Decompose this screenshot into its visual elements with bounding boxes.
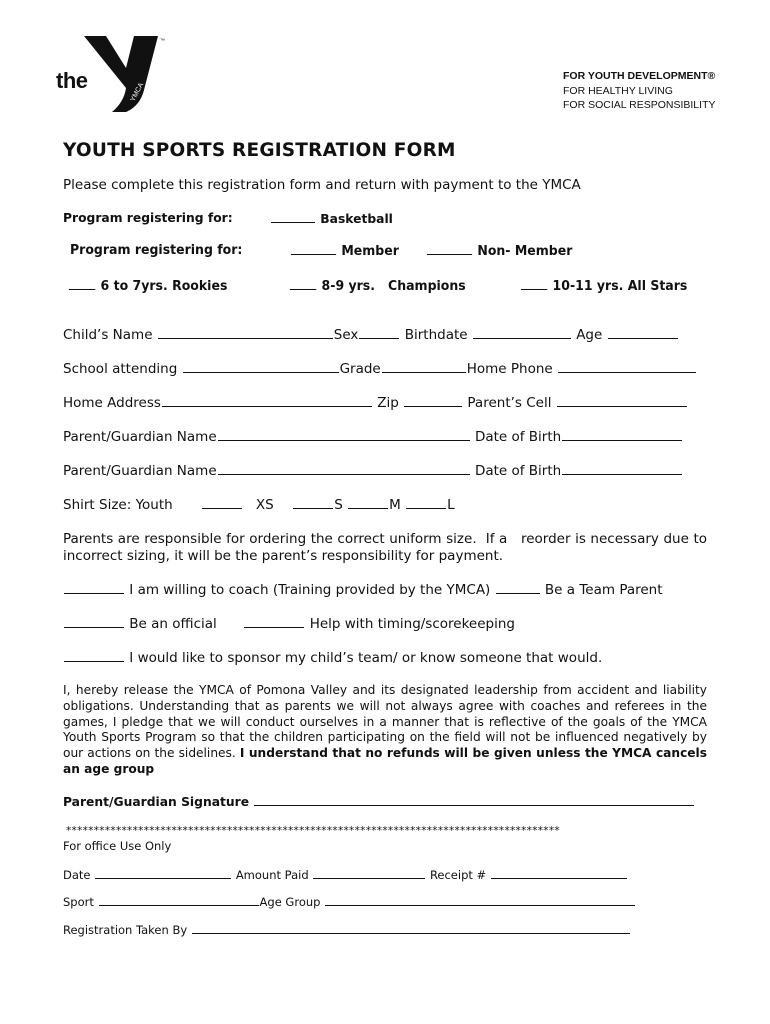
- receipt-field[interactable]: [491, 867, 627, 879]
- guardian-name-2-label: Parent/Guardian Name: [63, 463, 217, 479]
- home-phone-field[interactable]: [558, 361, 696, 373]
- school-field[interactable]: [183, 361, 339, 373]
- child-name-field[interactable]: [158, 327, 333, 339]
- home-address-field[interactable]: [162, 395, 372, 407]
- coach-blank[interactable]: [64, 582, 124, 594]
- guardian-name-1-field[interactable]: [218, 429, 470, 441]
- shirt-xs-label: XS: [255, 497, 274, 513]
- form-title: YOUTH SPORTS REGISTRATION FORM: [63, 140, 456, 161]
- dob-1-label: Date of Birth: [474, 429, 562, 445]
- guardian-name-2-field[interactable]: [218, 463, 470, 475]
- dob-2-field[interactable]: [562, 463, 682, 475]
- office-row-3: [63, 922, 631, 937]
- tagline-line-3: FOR SOCIAL RESPONSIBILITY: [563, 99, 716, 111]
- ymca-y-mark-icon: [82, 30, 174, 114]
- release-no-refund: I understand that no refunds will be given unless the YMCA cancels an age group: [63, 746, 707, 776]
- form-intro: Please complete this registration form and return with payment to the YMCA: [63, 177, 581, 193]
- receipt-label: Receipt #: [429, 868, 487, 882]
- shirt-s-label: S: [334, 497, 343, 513]
- svg-text:™: ™: [160, 38, 165, 44]
- program-label: Program registering for:: [63, 211, 233, 225]
- school-row: [63, 361, 697, 377]
- office-row-1: [63, 867, 628, 882]
- official-label: Be an official: [129, 616, 217, 632]
- shirt-l-label: L: [447, 497, 455, 513]
- sex-label: Sex: [333, 327, 359, 343]
- divider-stars: *****************************************************************************************: [66, 825, 560, 837]
- official-blank[interactable]: [64, 616, 124, 628]
- program-basketball-option[interactable]: [270, 211, 393, 226]
- shirt-l-field[interactable]: [406, 497, 446, 509]
- office-use-heading: For office Use Only: [63, 839, 172, 853]
- rookies-blank[interactable]: [69, 278, 95, 290]
- sponsor-label: I would like to sponsor my child’s team/ or know someone that would.: [129, 650, 603, 666]
- shirt-size-label: Shirt Size: Youth: [63, 497, 173, 513]
- age-champions-option[interactable]: [289, 278, 466, 294]
- amount-paid-field[interactable]: [313, 867, 425, 879]
- tagline-line-2: FOR HEALTHY LIVING: [563, 84, 673, 97]
- champions-blank[interactable]: [290, 278, 316, 290]
- age-allstars-option[interactable]: [520, 278, 687, 294]
- basketball-blank[interactable]: [271, 211, 315, 223]
- logo-ymca-text: YMCA: [129, 81, 146, 103]
- sponsor-blank[interactable]: [64, 650, 124, 662]
- shirt-xs-field[interactable]: [202, 497, 242, 509]
- office-row-2: [63, 894, 636, 909]
- dob-2-label: Date of Birth: [474, 463, 562, 479]
- logo-the-text: the: [56, 68, 88, 93]
- age-field[interactable]: [608, 327, 678, 339]
- ymca-tagline: [563, 69, 715, 113]
- non-member-label: Non- Member: [477, 244, 573, 259]
- timing-label: Help with timing/scorekeeping: [309, 616, 515, 632]
- child-name-label: Child’s Name: [63, 327, 153, 343]
- basketball-label: Basketball: [320, 212, 393, 226]
- address-row: [63, 395, 688, 411]
- child-info-row: [63, 327, 679, 343]
- team-parent-blank[interactable]: [496, 582, 540, 594]
- allstars-blank[interactable]: [521, 278, 547, 290]
- office-date-field[interactable]: [95, 867, 231, 879]
- home-phone-label: Home Phone: [466, 361, 553, 377]
- signature-field[interactable]: [254, 794, 694, 806]
- home-address-label: Home Address: [63, 395, 161, 411]
- coach-label: I am willing to coach (Training provided by the YMCA): [129, 582, 491, 598]
- age-label: Age: [576, 327, 603, 343]
- office-date-label: Date: [63, 868, 91, 882]
- membership-label: Program registering for:: [70, 243, 243, 258]
- zip-field[interactable]: [404, 395, 462, 407]
- champions-label: 8-9 yrs. Champions: [321, 279, 466, 294]
- school-label: School attending: [63, 361, 178, 377]
- grade-field[interactable]: [382, 361, 466, 373]
- birthdate-label: Birthdate: [404, 327, 468, 343]
- zip-label: Zip: [377, 395, 399, 411]
- guardian-row-2: [63, 463, 683, 479]
- grade-label: Grade: [339, 361, 381, 377]
- guardian-row-1: [63, 429, 683, 445]
- allstars-label: 10-11 yrs. All Stars: [552, 279, 688, 294]
- timing-blank[interactable]: [244, 616, 304, 628]
- tagline-line-1: FOR YOUTH DEVELOPMENT®: [563, 70, 716, 82]
- parent-cell-field[interactable]: [557, 395, 687, 407]
- birthdate-field[interactable]: [473, 327, 571, 339]
- release-text: I, hereby release the YMCA of Pomona Valley and its designated leadership from accident and liability obligations. Understanding that as parents we will not always agree with coaches and referees in the games, I pledge that we will conduct ourselves in a manner that is reflective of the goals of the YMCA Youth Sports Program so that the children participating on the field will not be influenced negatively by our actions on the sidelines.: [63, 683, 707, 761]
- age-group-label: Age Group: [259, 895, 321, 909]
- taken-by-field[interactable]: [192, 922, 630, 934]
- member-option[interactable]: [290, 243, 399, 259]
- shirt-s-field[interactable]: [293, 497, 333, 509]
- signature-label: Parent/Guardian Signature: [63, 795, 250, 809]
- non-member-option[interactable]: [426, 243, 572, 259]
- guardian-name-1-label: Parent/Guardian Name: [63, 429, 217, 445]
- uniform-notice: Parents are responsible for ordering the correct uniform size. If a reorder is necessary due to incorrect sizing, it will be the parent’s responsibility for payment.: [63, 531, 712, 564]
- taken-by-label: Registration Taken By: [63, 923, 188, 937]
- amount-paid-label: Amount Paid: [235, 868, 309, 882]
- member-blank[interactable]: [291, 243, 336, 255]
- age-group-field[interactable]: [325, 894, 635, 906]
- ymca-logo: [54, 30, 174, 116]
- shirt-size-row: [63, 497, 455, 513]
- volunteer-row-1: [63, 582, 663, 598]
- signature-row: [63, 794, 695, 809]
- shirt-m-label: M: [389, 497, 401, 513]
- sex-field[interactable]: [359, 327, 399, 339]
- sport-field[interactable]: [99, 894, 259, 906]
- sport-label: Sport: [63, 895, 94, 909]
- parent-cell-label: Parent’s Cell: [467, 395, 552, 411]
- member-label: Member: [341, 244, 399, 259]
- dob-1-field[interactable]: [562, 429, 682, 441]
- volunteer-row-3: [63, 650, 602, 666]
- team-parent-label: Be a Team Parent: [544, 582, 663, 598]
- volunteer-row-2: [63, 616, 515, 632]
- shirt-m-field[interactable]: [348, 497, 388, 509]
- release-paragraph: [63, 683, 707, 778]
- non-member-blank[interactable]: [427, 243, 472, 255]
- age-rookies-option[interactable]: [68, 278, 227, 294]
- rookies-label: 6 to 7yrs. Rookies: [100, 279, 228, 294]
